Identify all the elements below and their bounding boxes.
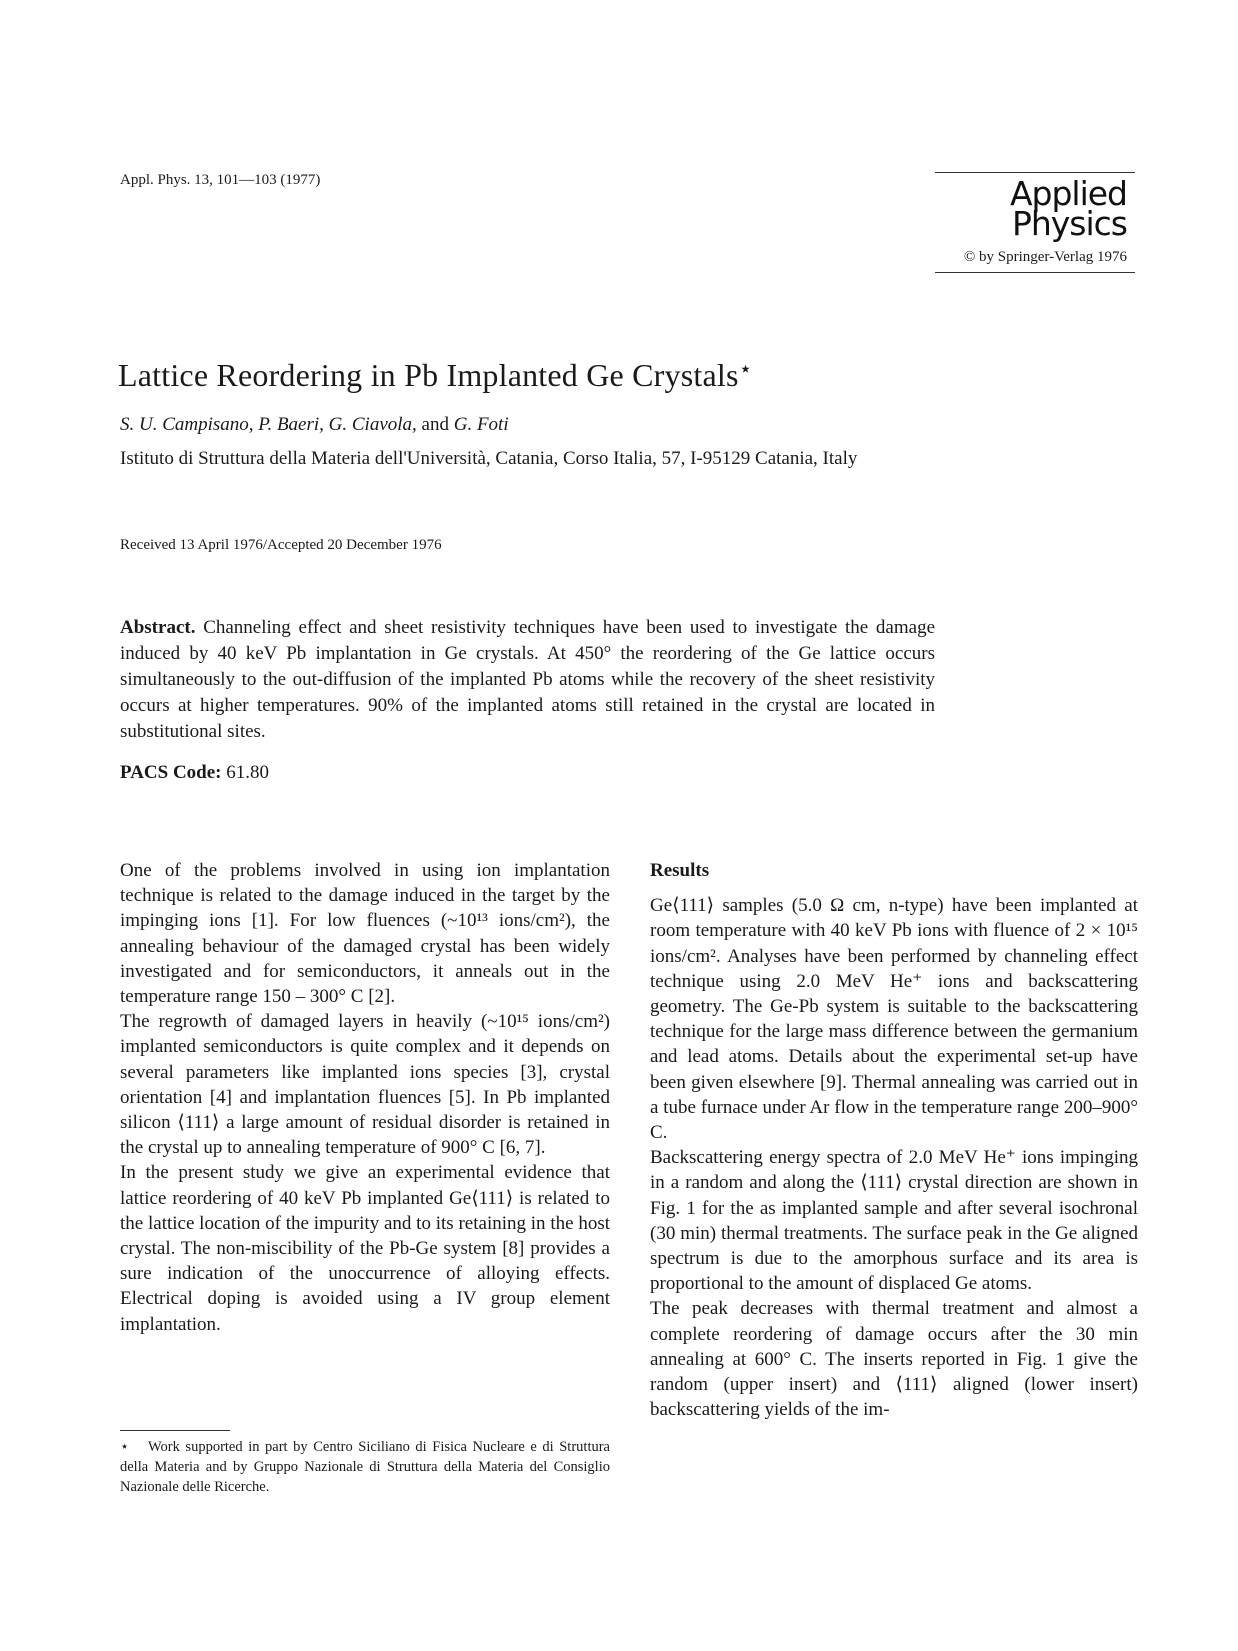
journal-logo (935, 172, 1135, 273)
pacs-value: 61.80 (226, 762, 270, 783)
footnote-text: Work supported in part by Centro Siciliano di Fisica Nucleare e di Struttura della Materia and by Gruppo Nazionale di Struttura della Materia del Consiglio Nazionale delle Ricerche. (120, 1439, 610, 1495)
pacs-label: PACS Code: (120, 762, 222, 783)
journal-name (935, 174, 1135, 243)
abstract (120, 615, 935, 745)
author-list (120, 414, 509, 436)
received-dates: Received 13 April 1976/Accepted 20 December 1976 (120, 537, 442, 553)
journal-citation: Appl. Phys. 13, 101—103 (1977) (120, 172, 321, 188)
intro-paragraph-3: In the present study we give an experimental evidence that lattice reordering of 40 keV Pb implanted Ge⟨111⟩ is related to the lattice location of the impurity and to its retaining in the host crystal. The non-miscibility of the Pb-Ge system [8] provides a sure indication of the unoccurrence of alloying effects. Electrical doping is avoided using a IV group element implantation. (120, 1162, 610, 1335)
journal-name-line2: Physics (1011, 204, 1127, 243)
footnote (120, 1437, 610, 1497)
results-paragraph-2: Backscattering energy spectra of 2.0 MeV He⁺ ions impinging in a random and along the ⟨111⟩ crystal direction are shown in Fig. 1 for the as implanted sample and after several isochronal (30 min) thermal treatments. The surface peak in the Ge aligned spectrum is due to the amorphous surface and its area is proportional to the amount of displaced Ge atoms. (650, 1147, 1138, 1295)
right-column (650, 858, 1138, 1422)
pacs-code (120, 762, 269, 784)
results-paragraph-3: The peak decreases with thermal treatment and almost a complete reordering of damage occurs after the 30 min annealing at 600° C. The inserts reported in Fig. 1 give the random (upper insert) and ⟨111⟩ aligned (lower insert) backscattering yields of the im- (650, 1298, 1138, 1421)
affiliation: Istituto di Struttura della Materia dell'Università, Catania, Corso Italia, 57, I-95129 Catania, Italy (120, 448, 858, 469)
footnote-rule (120, 1430, 230, 1431)
footnote-mark: ⋆ (120, 1439, 130, 1455)
authors-last: G. Foti (453, 414, 509, 435)
authors-and: and (421, 414, 449, 435)
authors-text: S. U. Campisano, P. Baeri, G. Ciavola, (120, 414, 417, 435)
logo-bottom-rule (935, 272, 1135, 273)
results-heading: Results (650, 860, 710, 881)
logo-top-rule (935, 172, 1135, 173)
journal-name-line1: Applied (1009, 174, 1127, 213)
article-title (118, 356, 753, 394)
article-title-text: Lattice Reordering in Pb Implanted Ge Crystals (118, 357, 739, 393)
results-paragraph-1: Ge⟨111⟩ samples (5.0 Ω cm, n-type) have been implanted at room temperature with 40 keV Pb ions with fluence of 2 × 10¹⁵ ions/cm². Analyses have been performed by channeling effect technique using 2.0 MeV He⁺ ions and backscattering geometry. The Ge-Pb system is suitable to the backscattering technique for the large mass difference between the germanium and lead atoms. Details about the experimental set-up have been given elsewhere [9]. Thermal annealing was carried out in a tube furnace under Ar flow in the temperature range 200–900° C. (650, 895, 1138, 1144)
copyright-notice: © by Springer-Verlag 1976 (963, 249, 1127, 265)
abstract-text: Channeling effect and sheet resistivity techniques have been used to investigate the damage induced by 40 keV Pb implantation in Ge crystals. At 450° the reordering of the Ge lattice occurs simultaneously to the out-diffusion of the implanted Pb atoms while the recovery of the sheet resistivity occurs at higher temperatures. 90% of the implanted atoms still retained in the crystal are located in substitutional sites. (120, 617, 936, 742)
left-column (120, 858, 610, 1337)
abstract-label: Abstract. (120, 617, 196, 638)
title-footnote-mark: ⋆ (738, 356, 753, 381)
intro-paragraph-2: The regrowth of damaged layers in heavily (~10¹⁵ ions/cm²) implanted semiconductors is quite complex and it depends on several parameters like implanted ions species [3], crystal orientation [4] and implantation fluences [5]. In Pb implanted silicon ⟨111⟩ a large amount of residual disorder is retained in the crystal up to annealing temperature of 900° C [6, 7]. (120, 1011, 610, 1159)
intro-paragraph-1: One of the problems involved in using ion implantation technique is related to the damage induced in the target by the impinging ions [1]. For low fluences (~10¹³ ions/cm²), the annealing behaviour of the damaged crystal has been widely investigated and for semiconductors, it anneals out in the temperature range 150 – 300° C [2]. (120, 860, 610, 1008)
